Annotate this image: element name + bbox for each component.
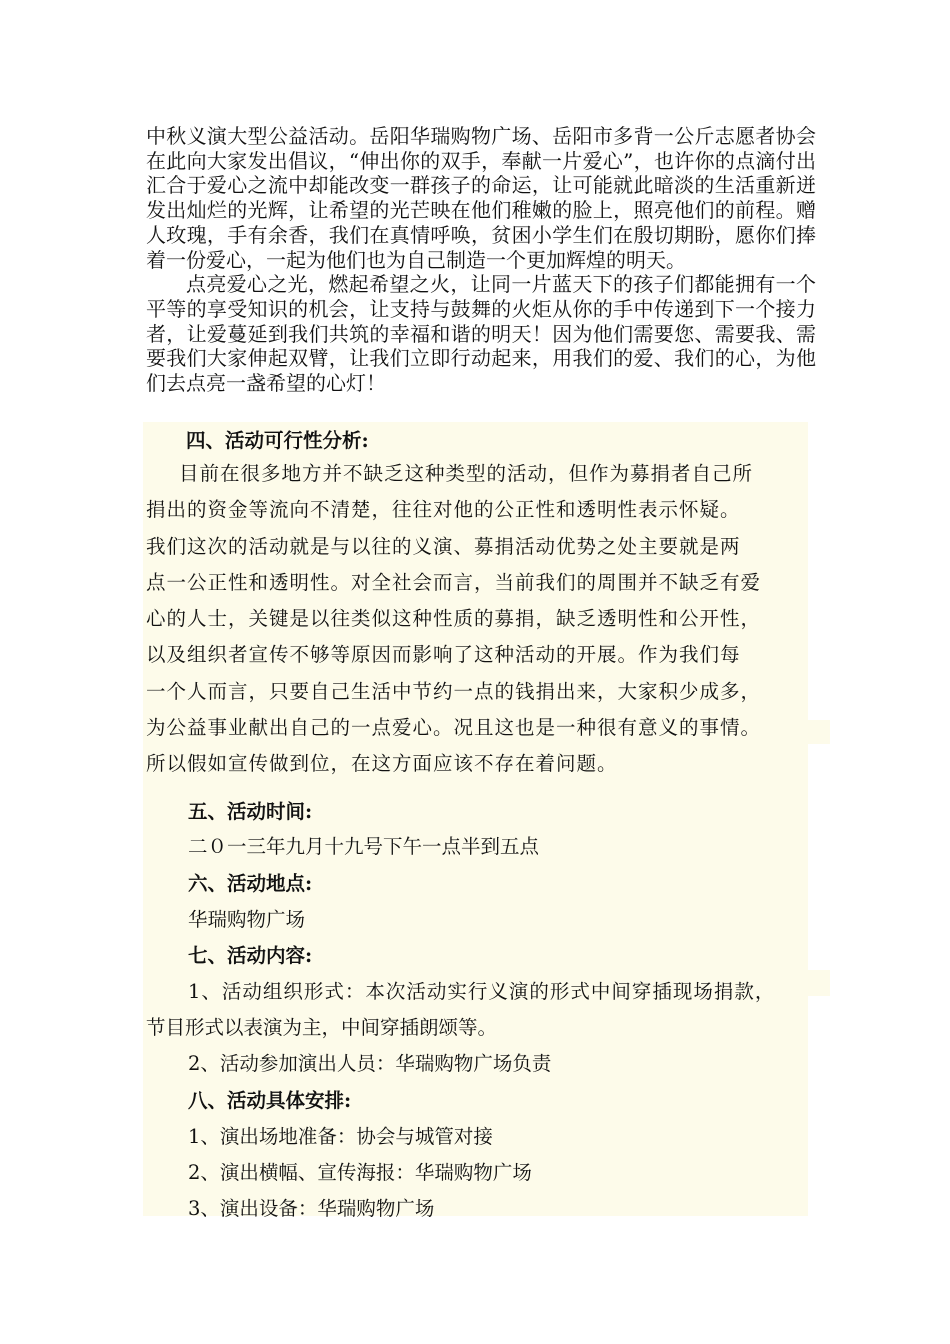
text-line: 们稚嫩的脸上，照亮他们的前程。赠人玫瑰，手有余香，我们在真 (146, 198, 816, 247)
text-line: 传递到下一个接力者，让爱蔓延到我们共筑的幸福和谐的明天！因 (146, 296, 816, 346)
arrangement-item: 3、演出设备：华瑞购物广场 (188, 1197, 435, 1220)
text-line: 为他们需要您、需要我、需要我们大家伸起双臂，让我们立即行动 (146, 321, 816, 371)
text-line: 目前在很多地方并不缺乏这种类型的活动，但作为募捐者自己所 (179, 462, 754, 485)
text-line: 中秋义演大型公益活动。岳阳华瑞购物广场、岳阳市多背一公斤志 (146, 124, 736, 148)
text-line: 心的人士，关键是以往类似这种性质的募捐，缺乏透明性和公开性， (146, 607, 762, 631)
text-line: 愿者协会在此向大家发出倡议，“伸出你的双手，奉献一片爱心”， (146, 124, 816, 173)
highlight-background-extension (808, 720, 830, 744)
arrangement-item: 1、演出场地准备：协会与城管对接 (188, 1125, 493, 1148)
content-item-1: 1、活动组织形式：本次活动实行义演的形式中间穿插现场捐款， (188, 980, 776, 1003)
content-item-1-continued: 节目形式以表演为主，中间穿插朗颂等。 (146, 1016, 498, 1039)
text-line: 点一公正性和透明性。对全社会而言，当前我们的周围并不缺乏有爱 (146, 570, 762, 594)
paragraph-call-to-action (146, 272, 816, 396)
text-line: 捐出的资金等流向不清楚，往往对他的公正性和透明性表示怀疑。 (146, 498, 741, 522)
text-line: 点亮爱心之光，燃起希望之火，让同一片蓝天下的孩子们都能 (186, 272, 735, 297)
text-line: 我们这次的活动就是与以往的义演、募捐活动优势之处主要就是两 (146, 534, 741, 558)
text-line: 为公益事业献出自己的一点爱心。况且这也是一种很有意义的事情。 (146, 716, 762, 740)
section-heading-arrangement: 八、活动具体安排: (188, 1089, 352, 1112)
text-line: 可能就此暗淡的生活重新迸发出灿烂的光辉，让希望的光芒映在他 (146, 173, 816, 223)
text-line: 他们也为自己制造一个更加辉煌的明天。 (326, 247, 686, 272)
paragraph-appeal (146, 124, 816, 272)
section-heading-content: 七、活动内容: (188, 944, 313, 967)
text-line: 起来，用我们的爱、我们的心，为他们去点亮一盏希望的心灯！ (146, 346, 816, 396)
content-item-2: 2、活动参加演出人员：华瑞购物广场负责 (188, 1052, 552, 1075)
text-line: 所以假如宣传做到位，在这方面应该不存在着问题。 (146, 752, 618, 776)
activity-time: 二０一三年九月十九号下午一点半到五点 (188, 835, 540, 858)
feasibility-paragraph (146, 456, 810, 783)
section-heading-location: 六、活动地点: (188, 872, 313, 895)
text-line: 拥有一个平等的享受知识的机会，让支持与鼓舞的火炬从你的手中 (146, 272, 817, 321)
section-heading-time: 五、活动时间: (188, 800, 313, 823)
activity-location: 华瑞购物广场 (188, 908, 306, 931)
appeal-text-block (146, 124, 816, 396)
text-line: 情呼唤，贫困小学生们在殷切期盼，愿你们捧着一份爱心，一起为 (146, 222, 816, 272)
section-heading-feasibility: 四、活动可行性分析: (186, 429, 369, 452)
arrangement-item: 2、演出横幅、宣传海报：华瑞购物广场 (188, 1161, 532, 1184)
text-line: 一个人而言，只要自己生活中节约一点的钱捐出来，大家积少成多， (146, 679, 762, 703)
text-line: 以及组织者宣传不够等原因而影响了这种活动的开展。作为我们每 (146, 643, 741, 667)
text-line: 也许你的点滴付出汇合于爱心之流中却能改变一群孩子的命运，让 (146, 148, 817, 198)
